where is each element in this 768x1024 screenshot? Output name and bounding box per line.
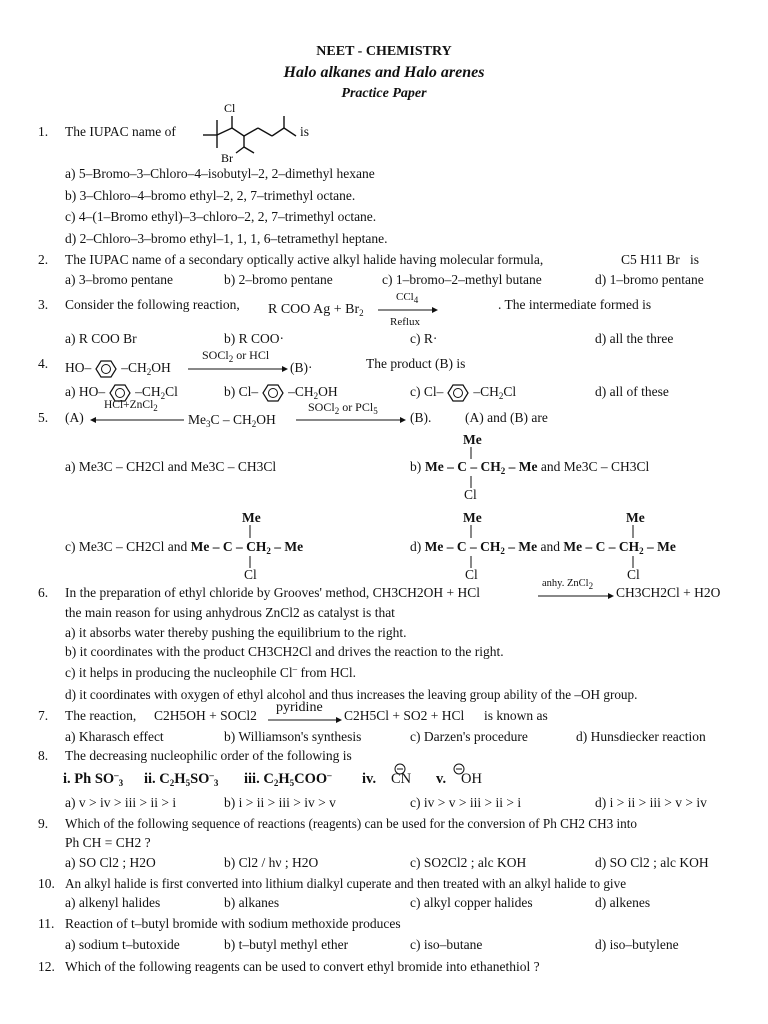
q5-substrate-c: C – CH: [210, 412, 252, 427]
q4-arrow-reagent: SOCl$_2$ or HCl: [202, 348, 270, 364]
q7-products: C2H5Cl + SO2 + HCl: [344, 708, 465, 723]
q8-nucleophile-ii: ii. $C_2H_5SO^-_3$: [144, 770, 219, 788]
q6-line2: the main reason for using anhydrous ZnCl2 as catalyst is that: [65, 605, 395, 620]
q5-option-b-label[interactable]: b): [410, 459, 422, 474]
q4-reactant-ch2: –CH: [121, 360, 147, 376]
q3-stem-end: . The intermediate formed is: [498, 297, 652, 312]
q8-iii-text: iii. C: [244, 771, 274, 787]
q5-option-a[interactable]: a) Me3C – CH2Cl and Me3C – CH3Cl: [65, 459, 277, 474]
q3-number: 3.: [38, 297, 49, 312]
q4-reactant-oh: OH: [151, 360, 171, 376]
q10-option-c[interactable]: c) alkyl copper halides: [410, 895, 533, 910]
q4-number: 4.: [38, 356, 49, 371]
q4-option-a[interactable]: a) HO– $-CH_2Cl$: [65, 384, 178, 402]
q7-reaction-arrow: [268, 716, 342, 724]
q7-option-b[interactable]: b) Williamson's synthesis: [224, 729, 362, 744]
q8-stem: The decreasing nucleophilic order of the following is: [65, 748, 352, 763]
q6-arrow-reagent-text: anhy. ZnCl: [542, 578, 589, 589]
q4-product: (B)·: [290, 360, 313, 375]
q1-option-b[interactable]: b) 3–Chloro–4–bromo ethyl–2, 2, 7–trimethyl octane.: [65, 188, 356, 203]
q5-right-arrow-reagent: SOCl$_2$ or PCl$_5$: [308, 400, 378, 416]
q8-ii-text-b: H: [174, 771, 186, 787]
q5-d-chain-text: Me – C – CH: [424, 539, 501, 554]
q7-reactants: C2H5OH + SOCl2: [154, 708, 257, 723]
q1-stem: The IUPAC name of: [65, 124, 176, 139]
q8-option-c[interactable]: c) iv > v > iii > ii > i: [410, 795, 522, 810]
q6-option-c[interactable]: [65, 665, 356, 681]
q1-skeletal-structure: [200, 100, 300, 164]
q8-option-a[interactable]: a) v > iv > iii > ii > i: [65, 795, 177, 810]
q2-option-b[interactable]: b) 2–bromo pentane: [224, 272, 333, 287]
q2-option-a[interactable]: a) 3–bromo pentane: [65, 272, 173, 287]
q4-option-c-post2: Cl: [503, 384, 517, 400]
q4-option-b-post: –CH: [288, 384, 314, 400]
q6-option-c-sup: –: [292, 664, 298, 674]
q6-reaction-arrow: [538, 592, 614, 600]
q8-iii-text-b: H: [278, 771, 290, 787]
q5-substrate: $Me_3C - CH_2OH$: [188, 412, 276, 429]
q5-right-arrow-reagent-text2: or PCl: [339, 400, 374, 414]
q7-option-a[interactable]: a) Kharasch effect: [65, 729, 164, 744]
q8-option-d[interactable]: d) i > ii > iii > v > iv: [595, 795, 707, 810]
q5-left-arrow-reagent: HCl+ZnCl$_2$: [104, 399, 158, 413]
q5-left-arrow-reagent-text: HCl+ZnCl: [104, 399, 154, 411]
q5-d-cl-bottom-2: Cl: [627, 567, 640, 582]
q5-d-me-top-1: Me: [463, 510, 482, 525]
q8-ii-text: ii. C: [144, 771, 170, 787]
q5-d-bond-top-1: [470, 525, 472, 538]
q1-stem-end: is: [300, 124, 310, 139]
q4-option-a-post2: Cl: [165, 384, 178, 400]
q4-arrow-reagent-text: SOCl: [202, 348, 229, 362]
paper-type: Practice Paper: [341, 86, 427, 101]
q5-option-d[interactable]: d) Me – C – $CH_2$ – Me and Me – C – $CH_2$ – Me: [410, 539, 676, 556]
q6-number: 6.: [38, 585, 49, 600]
q6-option-a[interactable]: a) it absorbs water thereby pushing the equilibrium to the right.: [65, 625, 407, 640]
q8-oh: OH: [461, 771, 482, 787]
q5-stem: (A) and (B) are: [465, 410, 548, 425]
benzene-ring-icon: [258, 384, 288, 402]
q3-reactants: R COO $Ag + Br_2$: [268, 302, 364, 318]
q11-option-b[interactable]: b) t–butyl methyl ether: [224, 937, 349, 952]
q9-option-d[interactable]: d) SO Cl2 ; alc KOH: [595, 855, 709, 870]
q8-nucleophile-v: v.: [436, 771, 447, 787]
q1-option-c[interactable]: c) 4–(1–Bromo ethyl)–3–chloro–2, 2, 7–trimethyl octane.: [65, 209, 377, 224]
q8-number: 8.: [38, 748, 49, 763]
q3-reactants-text: R COO Ag + Br: [268, 302, 360, 317]
q5-d-chain-text2: – Me: [504, 539, 538, 554]
q5-right-arrow: [296, 416, 406, 424]
q1-br-label: Br: [221, 151, 233, 165]
q5-c-chain-text: Me – C – CH: [190, 539, 267, 554]
q5-b-cl-bottom: Cl: [464, 487, 477, 502]
q6-stem: In the preparation of ethyl chloride by Grooves' method, CH3CH2OH + HCl: [65, 585, 480, 600]
q5-left-arrow: [90, 416, 184, 424]
q5-c-cl-bottom: Cl: [244, 567, 257, 582]
q10-number: 10.: [38, 876, 55, 891]
q2-stem: The IUPAC name of a secondary optically active alkyl halide having molecular formula,: [65, 252, 544, 267]
q5-b-chain-text2: – Me: [505, 459, 538, 474]
q5-c-chain-text2: – Me: [270, 539, 304, 554]
q5-d-and-text: and: [540, 539, 560, 554]
q4-option-d[interactable]: d) all of these: [595, 384, 669, 399]
q6-option-b[interactable]: b) it coordinates with the product CH3CH2Cl and drives the reaction to the right.: [65, 644, 504, 659]
q1-cl-label: Cl: [224, 101, 236, 115]
q5-b-chain-text: Me – C – CH: [425, 459, 501, 474]
q8-iii-text-c: COO: [294, 771, 328, 787]
q6-arrow-reagent: anhy. ZnCl$_2$: [542, 578, 594, 591]
q4-reaction-arrow: [188, 365, 288, 373]
q4-option-b[interactable]: b) Cl– $-CH_2OH$: [224, 384, 338, 402]
q7-option-d[interactable]: d) Hunsdiecker reaction: [576, 729, 706, 744]
q5-c-bond-top: [249, 525, 251, 538]
q5-d-me-top-2: Me: [626, 510, 645, 525]
q5-label-b: (B).: [410, 410, 432, 425]
q6-product: CH3CH2Cl + H2O: [616, 585, 721, 600]
q9-option-c[interactable]: c) SO2Cl2 ; alc KOH: [410, 855, 527, 870]
q4-option-b-post2: OH: [318, 384, 338, 400]
q4-reactant-ho: HO–: [65, 360, 92, 376]
q3-arrow-reagent: CCl$_4$: [396, 291, 419, 305]
q7-number: 7.: [38, 708, 49, 723]
q3-option-a[interactable]: a) R COO Br: [65, 331, 137, 346]
q8-option-b[interactable]: b) i > ii > iii > iv > v: [224, 795, 336, 810]
q5-b-me-top: Me: [463, 432, 482, 447]
q5-label-a: (A): [65, 410, 84, 425]
q5-option-b-chain: Me – C – $CH_2$ – Me and Me3C – CH3Cl: [425, 459, 650, 476]
q3-option-c[interactable]: c) R·: [410, 331, 438, 346]
q11-stem: Reaction of t–butyl bromide with sodium methoxide produces: [65, 916, 401, 931]
q4-option-a-post: –CH: [135, 384, 161, 400]
q9-line2: Ph CH = CH2 ?: [65, 835, 151, 850]
q4-stem: The product (B) is: [366, 356, 466, 371]
q5-d-pre-text: d): [410, 539, 422, 554]
q3-option-d[interactable]: d) all the three: [595, 331, 674, 346]
q3-arrow-reagent-text: CCl: [396, 291, 414, 303]
q11-option-c[interactable]: c) iso–butane: [410, 937, 483, 952]
q5-option-c[interactable]: c) Me3C – CH2Cl and Me – C – $CH_2$ – Me: [65, 539, 304, 556]
q5-c-pre-text: c) Me3C – CH2Cl and: [65, 539, 188, 554]
q4-arrow-reagent-text2: or HCl: [233, 348, 270, 362]
q5-number: 5.: [38, 410, 49, 425]
q8-ii-text-c: SO: [190, 771, 210, 787]
q1-option-d[interactable]: d) 2–Chloro–3–bromo ethyl–1, 1, 1, 6–tetramethyl heptane.: [65, 231, 388, 246]
q5-b-and-text: and Me3C – CH3Cl: [540, 459, 650, 474]
q3-option-b[interactable]: b) R COO·: [224, 331, 284, 346]
q4-option-c-post: –CH: [473, 384, 499, 400]
q2-stem-end: is: [690, 252, 700, 267]
q7-stem-end: is known as: [484, 708, 548, 723]
q9-stem: Which of the following sequence of reactions (reagents) can be used for the conversion of Ph CH2 CH3 into: [65, 816, 638, 831]
q8-i-text: i. Ph SO: [63, 771, 115, 787]
q8-nucleophile-iii: iii. $C_2H_5COO^-$: [244, 770, 332, 788]
q1-option-a[interactable]: a) 5–Bromo–3–Chloro–4–isobutyl–2, 2–dimethyl hexane: [65, 166, 375, 181]
q7-arrow-reagent: pyridine: [276, 700, 323, 715]
q5-d-chain-b-text2: – Me: [643, 539, 676, 554]
q5-substrate-me: Me: [188, 412, 206, 427]
q3-arrow-condition: Reflux: [390, 316, 420, 325]
chapter-title: Halo alkanes and Halo arenes: [283, 64, 485, 81]
q8-nucleophile-i: i. Ph $SO^-_3$: [63, 770, 124, 788]
q9-number: 9.: [38, 816, 49, 831]
q10-option-a[interactable]: a) alkenyl halides: [65, 895, 161, 910]
q5-d-bond-top-2: [632, 525, 634, 538]
q5-d-cl-bottom-1: Cl: [465, 567, 478, 582]
q3-reaction-arrow: [378, 306, 438, 314]
q5-d-chain-b-text: Me – C – CH: [563, 539, 640, 554]
q11-number: 11.: [38, 916, 55, 931]
q4-option-a-pre: a) HO–: [65, 384, 106, 400]
benzene-ring-icon: [443, 384, 473, 402]
q7-option-c[interactable]: c) Darzen's procedure: [410, 729, 528, 744]
q5-c-me-top: Me: [242, 510, 261, 525]
q2-option-d[interactable]: d) 1–bromo pentane: [595, 272, 704, 287]
q8-nucleophile-iv: iv.: [362, 771, 377, 787]
q1-number: 1.: [38, 124, 49, 139]
q4-option-c[interactable]: c) Cl– $-CH_2Cl$: [410, 384, 517, 402]
q6-option-c-text: c) it helps in producing the nucleophile Cl: [65, 665, 293, 680]
q10-option-b[interactable]: b) alkanes: [224, 895, 280, 910]
q11-option-d[interactable]: d) iso–butylene: [595, 937, 679, 952]
q5-right-arrow-reagent-text: SOCl: [308, 400, 335, 414]
q5-substrate-oh: OH: [256, 412, 276, 427]
q9-option-a[interactable]: a) SO Cl2 ; H2O: [65, 855, 156, 870]
q4-option-b-pre: b) Cl–: [224, 384, 259, 400]
benzene-ring-icon: [91, 360, 121, 378]
q9-option-b[interactable]: b) Cl2 / hν ; H2O: [224, 855, 319, 870]
q11-option-a[interactable]: a) sodium t–butoxide: [65, 937, 180, 952]
q6-option-c-post: from HCl.: [297, 665, 356, 680]
q12-number: 12.: [38, 959, 55, 974]
q6-option-d[interactable]: d) it coordinates with oxygen of ethyl alcohol and thus increases the leaving group ability of the –OH group.: [65, 687, 638, 702]
exam-title: NEET - CHEMISTRY: [316, 44, 452, 59]
q2-number: 2.: [38, 252, 49, 267]
q8-cn: CN: [391, 771, 412, 787]
q3-stem: Consider the following reaction,: [65, 297, 240, 312]
q7-stem: The reaction,: [65, 708, 137, 723]
q2-option-c[interactable]: c) 1–bromo–2–methyl butane: [382, 272, 542, 287]
q10-stem: An alkyl halide is first converted into lithium dialkyl cuperate and then treated with an alkyl halide to give: [65, 876, 627, 891]
q12-stem: Which of the following reagents can be used to convert ethyl bromide into ethanethiol ?: [65, 959, 540, 974]
q10-option-d[interactable]: d) alkenes: [595, 895, 651, 910]
q4-reactant: HO– $-CH_2OH$: [65, 360, 171, 378]
q5-b-bond-top: [470, 447, 472, 459]
q2-formula: C5 H11 Br: [621, 252, 680, 267]
q4-option-c-pre: c) Cl–: [410, 384, 444, 400]
